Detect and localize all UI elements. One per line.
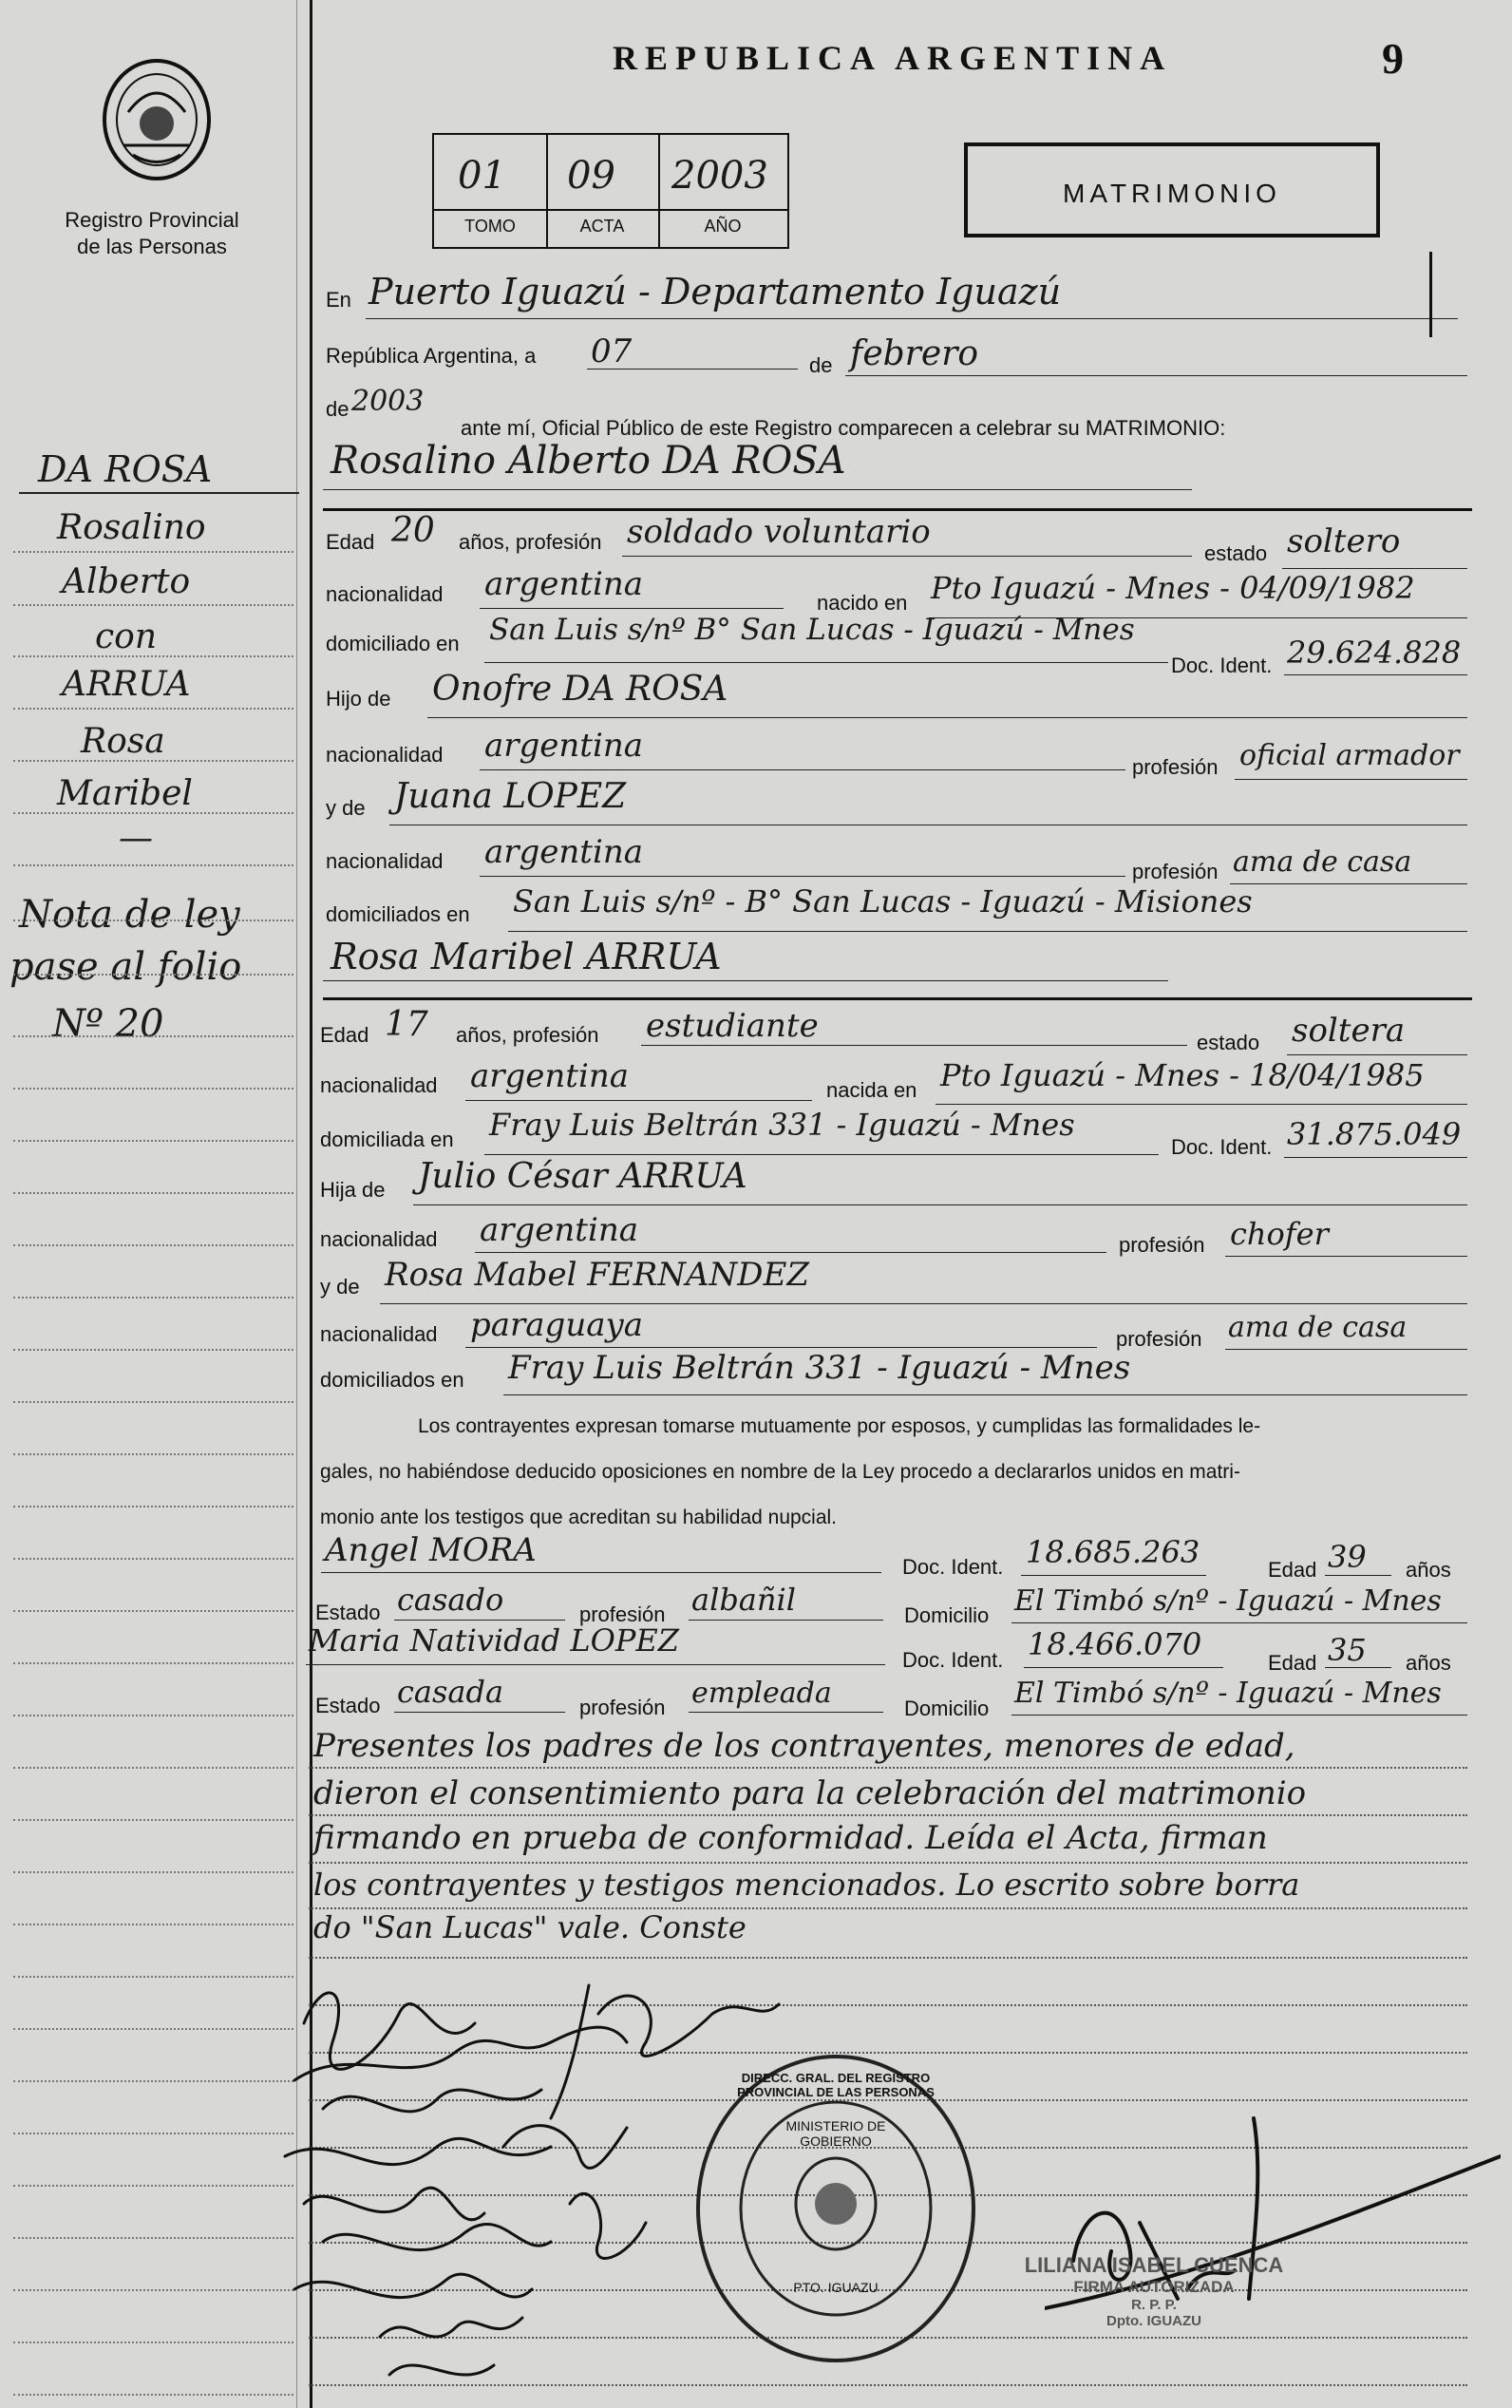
groom-birth: Pto Iguazú - Mnes - 04/09/1982 <box>931 570 1415 606</box>
note-line-1: Presentes los padres de los contrayentes, menores de edad, <box>313 1727 1295 1765</box>
groom-mother-prof-label: profesión <box>1132 860 1219 883</box>
bride-father-nac-label: nacionalidad <box>320 1227 438 1251</box>
bride-parents-address: Fray Luis Beltrán 331 - Iguazú - Mnes <box>508 1349 1131 1387</box>
registry-name-line1: Registro Provincial <box>65 208 239 232</box>
stamp-round-text: DIRECC. GRAL. DEL REGISTRO PROVINCIAL DE LAS PERSONAS <box>737 2071 935 2099</box>
groom-address: San Luis s/nº B° San Lucas - Iguazú - Mnes <box>489 613 1135 647</box>
witness2-name: Maria Natividad LOPEZ <box>309 1622 679 1659</box>
groom-dom-label: domiciliado en <box>326 632 460 655</box>
margin-line-2: Alberto <box>62 562 191 601</box>
republica-label: República Argentina, a <box>326 344 537 368</box>
groom-status: soltero <box>1287 522 1401 560</box>
witness2-doc: 18.466.070 <box>1028 1626 1202 1662</box>
witness2-domicilio-label: Domicilio <box>904 1697 990 1720</box>
hija-label: Hija de <box>320 1178 386 1202</box>
bride-father-prof-label: profesión <box>1119 1233 1205 1257</box>
groom-father-nat: argentina <box>484 727 644 765</box>
bride-father-nat: argentina <box>480 1211 639 1249</box>
year: 2003 <box>351 385 425 418</box>
groom-doc: 29.624.828 <box>1287 635 1462 671</box>
witness2-address: El Timbó s/nº - Iguazú - Mnes <box>1014 1677 1442 1710</box>
witness1-profession: albañil <box>691 1582 796 1618</box>
margin-line-4: ARRUA <box>62 665 191 704</box>
witness1-status: casado <box>397 1582 504 1618</box>
bride-mother-prof: ama de casa <box>1228 1311 1408 1344</box>
bride-nationality: argentina <box>470 1057 630 1095</box>
registry-name <box>38 207 266 260</box>
groom-father-prof-label: profesión <box>1132 755 1219 779</box>
witness1-doc-label: Doc. Ident. <box>902 1555 1004 1579</box>
witness2-prof-label: profesión <box>579 1696 666 1719</box>
de-label: de <box>809 353 833 377</box>
witness2-anos-label: años <box>1406 1651 1451 1675</box>
bride-dom-label: domiciliada en <box>320 1128 454 1151</box>
bride-nac-label: nacionalidad <box>320 1073 438 1097</box>
witness2-edad-label: Edad <box>1268 1651 1317 1675</box>
bride-edad-label: Edad <box>320 1023 369 1047</box>
place: Puerto Iguazú - Departamento Iguazú <box>369 271 1062 313</box>
groom-mother: Juana LOPEZ <box>394 777 627 816</box>
yde-label: y de <box>326 796 366 820</box>
groom-nac-label: nacionalidad <box>326 582 444 606</box>
officer-office: Dpto. IGUAZU <box>1106 2313 1201 2329</box>
bride-birth: Pto Iguazú - Mnes - 18/04/1985 <box>940 1057 1425 1093</box>
margin-note-2: pase al folio <box>9 945 242 989</box>
bride-doc-label: Doc. Ident. <box>1171 1135 1273 1159</box>
groom-name: Rosalino Alberto DA ROSA <box>331 439 846 483</box>
bride-doc: 31.875.049 <box>1287 1116 1462 1152</box>
record-box <box>432 133 789 249</box>
acta-label: ACTA <box>579 217 625 236</box>
groom-parents-dom-label: domiciliados en <box>326 902 470 926</box>
groom-doc-label: Doc. Ident. <box>1171 654 1273 677</box>
margin-line-7: — <box>119 819 153 858</box>
witness2-profession: empleada <box>691 1677 832 1710</box>
bride-nacida-label: nacida en <box>826 1078 917 1102</box>
groom-edad-label: Edad <box>326 530 375 554</box>
margin-note-3: Nº 20 <box>52 1002 164 1046</box>
bride-mother-prof-label: profesión <box>1116 1327 1202 1351</box>
bride-anos-label: años, profesión <box>456 1023 599 1047</box>
declaration-line-2: gales, no habiéndose deducido oposiciones en nombre de la Ley procedo a declararlos unidos en matri- <box>320 1461 1240 1483</box>
bride-age: 17 <box>385 1005 428 1044</box>
hijo-label: Hijo de <box>326 687 391 711</box>
page-number: 9 <box>1382 34 1404 83</box>
witness1-anos-label: años <box>1406 1558 1451 1582</box>
groom-mother-nac-label: nacionalidad <box>326 849 444 873</box>
margin-line-5: Rosa <box>81 722 165 761</box>
witness2-age: 35 <box>1328 1632 1367 1668</box>
groom-age: 20 <box>391 511 435 550</box>
tomo-label: TOMO <box>464 217 516 236</box>
groom-nacido-label: nacido en <box>817 591 908 615</box>
de2-label: de <box>326 397 350 421</box>
witness2-estado-label: Estado <box>315 1694 381 1717</box>
stamp-inner-text: MINISTERIO DE GOBIERNO <box>785 2118 886 2149</box>
groom-father-nac-label: nacionalidad <box>326 743 444 767</box>
witness1-address: El Timbó s/nº - Iguazú - Mnes <box>1014 1584 1442 1618</box>
bride-address: Fray Luis Beltrán 331 - Iguazú - Mnes <box>489 1107 1075 1143</box>
witness1-doc: 18.685.263 <box>1026 1534 1200 1570</box>
witness1-name: Angel MORA <box>325 1531 537 1569</box>
bride-name: Rosa Maribel ARRUA <box>331 936 722 977</box>
bride-parents-dom-label: domiciliados en <box>320 1368 464 1392</box>
bride-estado-label: estado <box>1197 1031 1260 1054</box>
compare-text: ante mí, Oficial Público de este Registro comparecen a celebrar su MATRIMONIO: <box>461 416 1226 440</box>
note-line-2: dieron el consentimiento para la celebración del matrimonio <box>313 1774 1307 1812</box>
country-title: REPUBLICA ARGENTINA <box>613 39 1173 77</box>
margin-note-1: Nota de ley <box>19 893 240 937</box>
declaration-line-1: Los contrayentes expresan tomarse mutuamente por esposos, y cumplidas las formalidades le- <box>418 1415 1261 1437</box>
groom-estado-label: estado <box>1204 541 1268 565</box>
witness1-prof-label: profesión <box>579 1602 666 1626</box>
note-line-3: firmando en prueba de conformidad. Leída el Acta, firman <box>313 1819 1268 1857</box>
declaration-line-3: monio ante los testigos que acreditan su habilidad nupcial. <box>320 1507 838 1528</box>
bride-yde-label: y de <box>320 1275 360 1299</box>
bride-mother: Rosa Mabel FERNANDEZ <box>385 1256 810 1294</box>
bride-mother-nac-label: nacionalidad <box>320 1322 438 1346</box>
groom-anos-label: años, profesión <box>459 530 602 554</box>
margin-line-1: Rosalino <box>57 508 206 547</box>
provincial-seal <box>100 55 214 183</box>
groom-nationality: argentina <box>484 565 644 603</box>
record-type-box <box>964 142 1380 237</box>
bride-father: Julio César ARRUA <box>418 1157 747 1196</box>
officer-block <box>997 2253 1311 2329</box>
tomo-value: 01 <box>458 154 506 198</box>
witness2-status: casada <box>397 1674 504 1710</box>
stamp-city: PTO. IGUAZU <box>793 2280 879 2295</box>
officer-org: R. P. P. <box>1131 2297 1177 2313</box>
officer-title: FIRMA AUTORIZADA <box>1073 2278 1235 2296</box>
groom-father: Onofre DA ROSA <box>432 670 728 709</box>
margin-line-3: con <box>95 617 158 656</box>
acta-value: 09 <box>567 154 615 198</box>
official-stamp <box>693 2052 978 2365</box>
anio-value: 2003 <box>671 154 768 198</box>
groom-parents-address: San Luis s/nº - B° San Lucas - Iguazú - Misiones <box>513 883 1253 920</box>
note-line-4: los contrayentes y testigos mencionados. Lo escrito sobre borra <box>313 1867 1300 1903</box>
record-type: MATRIMONIO <box>1063 179 1281 208</box>
groom-mother-nat: argentina <box>484 833 644 871</box>
registry-name-line2: de las Personas <box>77 235 227 258</box>
groom-mother-prof: ama de casa <box>1233 845 1412 879</box>
witness2-doc-label: Doc. Ident. <box>902 1648 1004 1672</box>
note-line-5: do "San Lucas" vale. Conste <box>313 1909 747 1945</box>
anio-label: AÑO <box>704 217 742 236</box>
witness1-age: 39 <box>1328 1539 1367 1575</box>
witness1-domicilio-label: Domicilio <box>904 1603 990 1627</box>
officer-name: LILIANA ISABEL CUENCA <box>1024 2253 1284 2277</box>
month: febrero <box>850 334 979 373</box>
margin-surname: DA ROSA <box>38 448 213 490</box>
day: 07 <box>591 332 633 370</box>
bride-mother-nat: paraguaya <box>470 1306 643 1344</box>
groom-father-prof: oficial armador <box>1239 739 1460 772</box>
bride-profession: estudiante <box>646 1007 819 1045</box>
en-label: En <box>326 288 351 312</box>
witness1-estado-label: Estado <box>315 1601 381 1624</box>
bride-status: soltera <box>1292 1012 1406 1050</box>
margin-line-6: Maribel <box>57 774 193 813</box>
groom-profession: soldado voluntario <box>627 513 931 551</box>
witness1-edad-label: Edad <box>1268 1558 1317 1582</box>
bride-father-prof: chofer <box>1230 1216 1329 1252</box>
